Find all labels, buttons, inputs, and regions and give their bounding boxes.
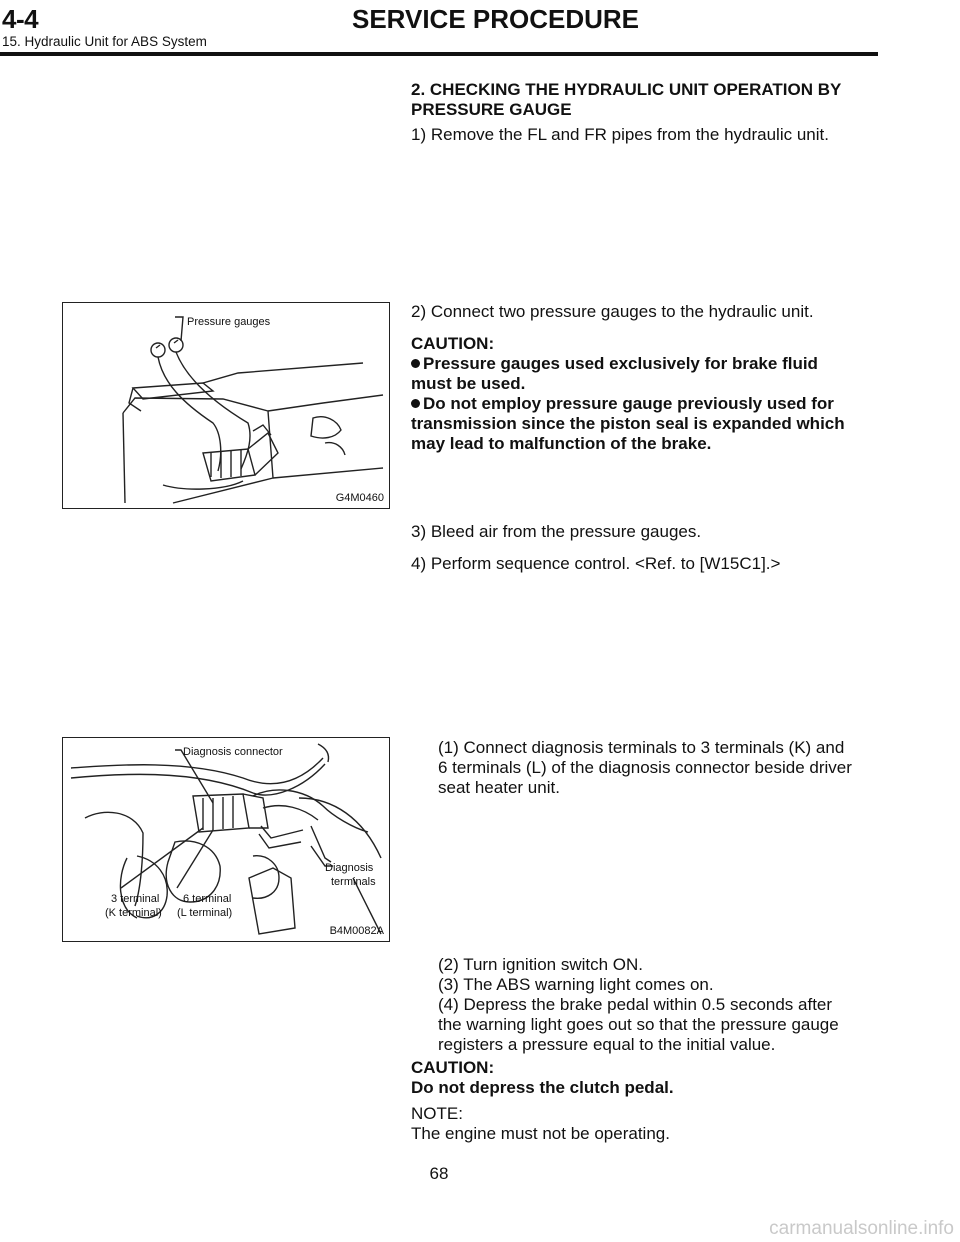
caution-2-text: Do not depress the clutch pedal. — [411, 1078, 674, 1097]
label-3-terminal-line-2: (K terminal) — [105, 907, 162, 919]
caution-item-2-line-3: may lead to malfunction of the brake. — [411, 434, 712, 453]
section-number: 4-4 — [2, 4, 39, 34]
caution-item-1-line-2: must be used. — [411, 374, 526, 393]
diagnosis-connector-illustration — [63, 738, 389, 941]
pressure-gauges-illustration — [63, 303, 389, 508]
step-2: 2) Connect two pressure gauges to the hydraulic unit. — [411, 302, 814, 321]
sub-step-3: (3) The ABS warning light comes on. — [438, 975, 714, 994]
caution-2 — [411, 1058, 877, 1098]
sub-step-4-line-2: the warning light goes out so that the pressure gauge — [438, 1015, 839, 1034]
figure-code: G4M0460 — [335, 492, 384, 504]
label-3-terminal-line-1: 3 terminal — [111, 893, 160, 905]
procedure-heading — [411, 80, 877, 120]
step-4: 4) Perform sequence control. <Ref. to [W15C1].> — [411, 554, 781, 573]
sub-step-2: (2) Turn ignition switch ON. — [438, 955, 644, 974]
step-3: 3) Bleed air from the pressure gauges. — [411, 522, 702, 541]
caution-item-1-line-1: Pressure gauges used exclusively for brake fluid — [423, 354, 818, 373]
step-1: 1) Remove the FL and FR pipes from the hydraulic unit. — [411, 125, 829, 144]
heading-line-2: PRESSURE GAUGE — [411, 100, 572, 119]
figure-pressure-gauges — [62, 302, 390, 509]
sub-step-1-line-1: (1) Connect diagnosis terminals to 3 terminals (K) and — [438, 738, 845, 757]
bullet-icon — [411, 359, 420, 368]
label-diagnosis-terminals-line-2: terminals — [331, 876, 376, 888]
note — [411, 1104, 877, 1144]
sub-step-1-line-3: seat heater unit. — [438, 778, 560, 797]
caution-item-2-line-2: transmission since the piston seal is expanded which — [411, 414, 845, 433]
sub-step-1-line-2: 6 terminals (L) of the diagnosis connector beside driver — [438, 758, 852, 777]
caution-item-1 — [411, 354, 877, 394]
caution-item-2-line-1: Do not employ pressure gauge previously used for — [423, 394, 834, 413]
section-subtitle: 15. Hydraulic Unit for ABS System — [2, 34, 207, 49]
caution-2-label: CAUTION: — [411, 1058, 495, 1077]
label-6-terminal-line-2: (L terminal) — [177, 907, 233, 919]
figure-code: B4M0082A — [329, 925, 384, 937]
page-number: 68 — [429, 1164, 449, 1183]
note-text: The engine must not be operating. — [411, 1124, 670, 1143]
label-pressure-gauges: Pressure gauges — [187, 316, 271, 328]
label-diagnosis-terminals-line-1: Diagnosis — [325, 862, 374, 874]
label-6-terminal-line-1: 6 terminal — [183, 893, 232, 905]
watermark: carmanualsonline.info — [769, 1218, 954, 1239]
heading-line-1: 2. CHECKING THE HYDRAULIC UNIT OPERATION BY — [411, 80, 842, 99]
page-title: SERVICE PROCEDURE — [352, 4, 640, 34]
note-label: NOTE: — [411, 1104, 463, 1123]
sub-step-4-line-3: registers a pressure equal to the initial value. — [438, 1035, 776, 1054]
sub-step-1 — [438, 738, 878, 798]
sub-step-4 — [438, 995, 878, 1055]
caution-label: CAUTION: — [411, 334, 495, 353]
section-header — [2, 6, 207, 50]
header-divider — [0, 52, 878, 56]
sub-step-4-line-1: (4) Depress the brake pedal within 0.5 seconds after — [438, 995, 833, 1014]
caution-item-2 — [411, 394, 877, 454]
label-diagnosis-connector: Diagnosis connector — [183, 746, 283, 758]
bullet-icon — [411, 399, 420, 408]
figure-diagnosis-connector — [62, 737, 390, 942]
